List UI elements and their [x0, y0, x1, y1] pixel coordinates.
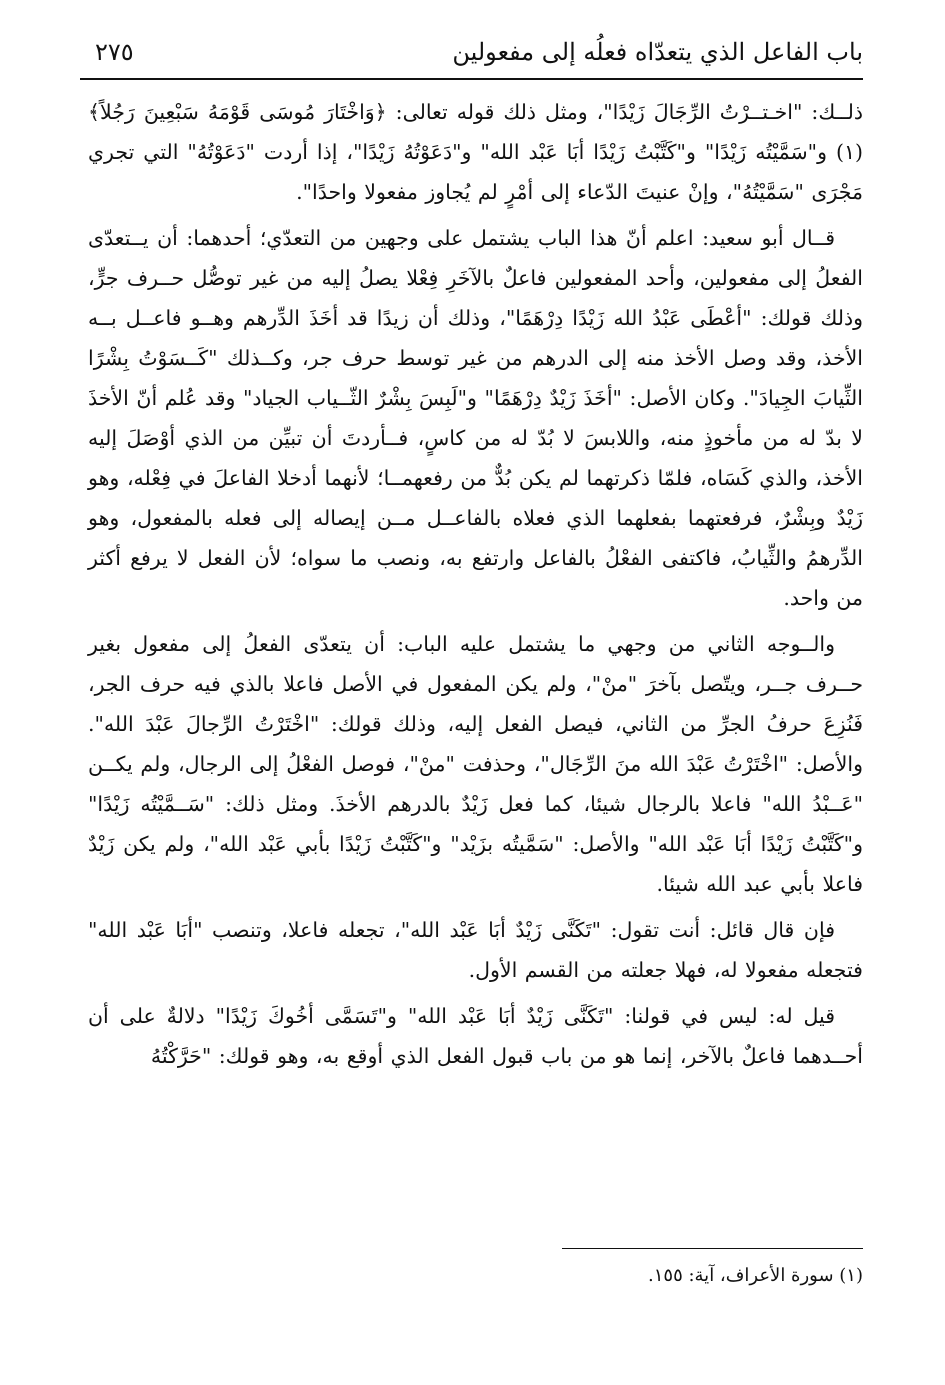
paragraph: ذلــك: "اخـتــرْتُ الرِّجَالَ زَيْدًا"، ومثل ذلك قوله تعالى: ﴿وَاخْتَارَ مُوسَى قَوْمَهُ سَبْعِينَ رَجُلاً﴾ (١) و"سَمَّيْتُه زَيْدًا" و"كَتَّبْتُ زَيْدًا أبَا عَبْد الله" و"دَعَوْتُهُ زَيْدًا"، إذا أردت "دَعَوْتُهُ" التي تجري مَجْرَى "سَمَّيْتُهُ"، وإنْ عنيتَ الدّعاء إلى أمْرٍ لم يُجاوز مفعولا واحدًا". [88, 100, 863, 204]
footnote-rule [562, 1248, 863, 1249]
page-header [95, 34, 863, 70]
paragraph: والــوجه الثاني من وجهي ما يشتمل عليه الباب: أن يتعدّى الفعلُ إلى مفعول بغير حــرف جــر، ويتّصل بآخرَ "منْ"، ولم يكن المفعول في الأصل فاعلا بالذي فيه حرف الجر، فَنُزِعَ حرفُ الجرِّ من الثاني، فيصل الفعل إليه، وذلك قولك: "اخْتَرْتُ الرِّجالَ عَبْدَ الله". والأصل: "اخْتَرْتُ عَبْدَ الله منَ الرِّجَال"، وحذفت "منْ"، فوصل الفعْلُ إلى الرجال، ولم يكــن "عَــبْدُ الله" فاعلا بالرجال شيئا، كما فعل زَيْدٌ بالدرهم الأخذَ. ومثل ذلك: "سَــمَّيْتُه زَيْدًا" و"كَتَّبْتُ زَيْدًا أبَا عَبْد الله" والأصل: "سَمَّيتُه بزَيْد" و"كَتَّبْتُ زَيْدًا بأبي عَبْد الله"، ولم يكن زَيْدٌ فاعلا بأبي عبد الله شيئا. [88, 632, 863, 896]
page-number: ٢٧٥ [95, 38, 134, 66]
paragraph: قيل له: ليس في قولنا: "تَكَنَّى زَيْدٌ أبَا عَبْد الله" و"تَسَمَّى أخُوكَ زَيْدًا" دلالةٌ على أن أحــدهما فاعلٌ بالآخر، إنما هو من باب قبول الفعل الذي أوقع به، وهو قولك: "حَرَّكْتُهُ [88, 1004, 863, 1068]
paragraph: فإن قال قائل: أنت تقول: "تَكَنَّى زَيْدٌ أبَا عَبْد الله"، تجعله فاعلا، وتنصب "أبَا عَبْد الله" فتجعله مفعولا له، فهلا جعلته من القسم الأول. [88, 918, 863, 982]
header-rule [80, 78, 863, 80]
body-text [88, 92, 863, 1082]
paragraph: قــال أبو سعيد: اعلم أنّ هذا الباب يشتمل على وجهين من التعدّي؛ أحدهما: أن يــتعدّى الفعلُ إلى مفعولين، وأحد المفعولين فاعلٌ بالآخَرِ فِعْلا يصلُ إليه من غير توصُّل حــرف جرٍّ، وذلك قولك: "أعْطَى عَبْدُ الله زَيْدًا دِرْهَمًا"، وذلك أن زيدًا قد أخَذَ الدِّرهم وهــو فاعــل بــه الأخذ، وقد وصل الأخذ منه إلى الدرهم من غير توسط حرف جر، وكــذلك "كَــسَوْتُ بِشْرًا الثِّيابَ الجِيادَ". وكان الأصل: "أخَذَ زَيْدٌ دِرْهَمًا" و"لَبِسَ بِشْرٌ الثّــياب الجياد" وقد عُلم أنّ الأخذَ لا بدّ له من مأخوذٍ منه، واللابسَ لا بُدّ له من كاسٍ، فــأردتَ أن تبيِّن من الذي أوْصَلَ إليه الأخذ، والذي كَسَاه، فلمّا ذكرتهما لم يكن بُدٌّ من رفعهمــا؛ لأنهما أدخلا الفاعلَ في فِعْله، وهو زَيْدٌ وبِشْرٌ، فرفعتهما بفعلهما الذي فعلاه بالفاعــل مــن إيصاله إلى فعله بالمفعول، وهو الدِّرهمُ والثِّيابُ، فاكتفى الفعْلُ بالفاعل وارتفع به، ونصب ما سواه؛ لأن الفعل لا يرفع أكثر من واحد. [88, 226, 863, 610]
footnote: (١) سورة الأعراف، آية: ١٥٥. [648, 1265, 863, 1286]
running-title: باب الفاعل الذي يتعدّاه فعلُه إلى مفعولين [452, 38, 863, 66]
